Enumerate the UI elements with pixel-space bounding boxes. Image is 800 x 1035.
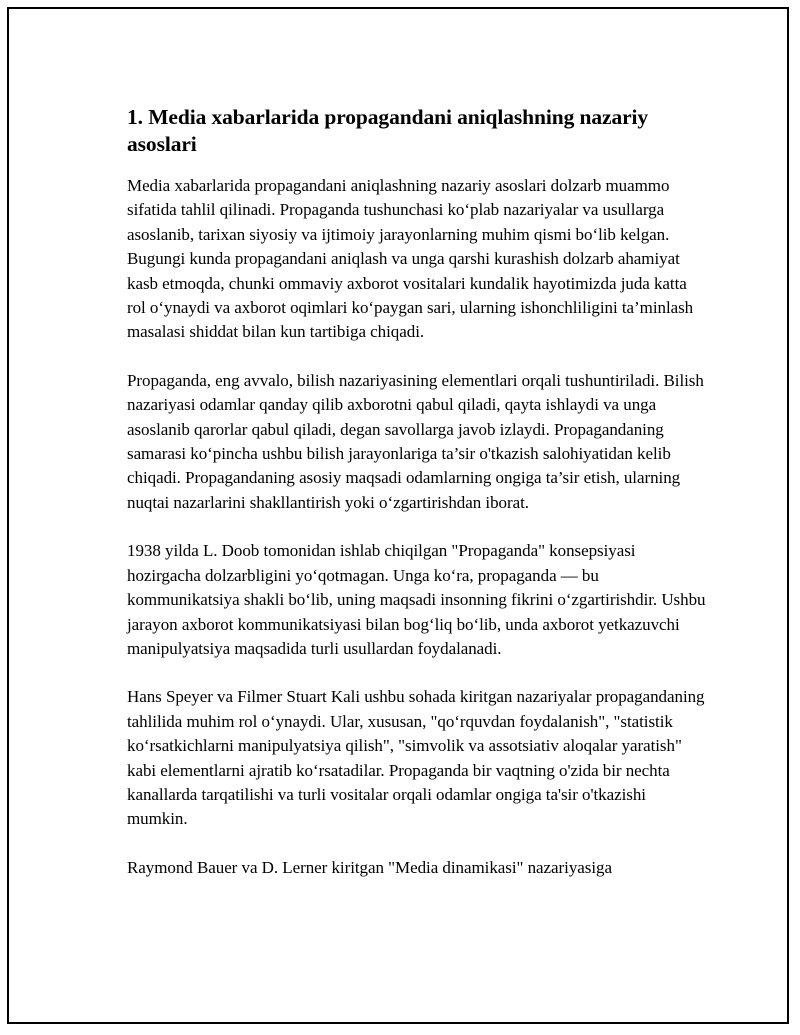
page-frame bbox=[7, 7, 789, 1024]
paragraph-4: Hans Speyer va Filmer Stuart Kali ushbu sohada kiritgan nazariyalar propagandaning tahlilida muhim rol o‘ynaydi. Ular, xususan, "qo‘rquvdan foydalanish", "statistik ko‘rsatkichlarni manipulyatsiya qilish", "simvolik va assotsiativ aloqalar yaratish" kabi elementlarni ajratib ko‘rsatadilar. Propaganda bir vaqtning o'zida bir nechta kanallarda tarqatilishi va turli vositalar orqali odamlar ongiga ta'sir o'tkazishi mumkin. bbox=[127, 687, 705, 829]
paragraph-1: Media xabarlarida propagandani aniqlashning nazariy asoslari dolzarb muammo sifatida tahlil qilinadi. Propaganda tushunchasi ko‘plab nazariyalar va usullarga asoslanib, tarixan siyosiy va ijtimoiy jarayonlarning muhim qismi bo‘lib kelgan. Bugungi kunda propagandani aniqlash va unga qarshi kurashish dolzarb ahamiyat kasb etmoqda, chunki ommaviy axborot vositalari kundalik hayotimizda juda katta rol o‘ynaydi va axborot oqimlari ko‘paygan sari, ularning ishonchliligini ta’minlash masalasi shiddat bilan kun tartibiga chiqadi. bbox=[127, 176, 694, 342]
paragraph-2: Propaganda, eng avvalo, bilish nazariyasining elementlari orqali tushuntiriladi. Bilish nazariyasi odamlar qanday qilib axborotni qabul qiladi, qayta ishlaydi va unga asoslanib qarorlar qabul qiladi, degan savollarga javob izlaydi. Propagandaning samarasi ko‘pincha ushbu bilish jarayonlariga ta’sir o'tkazish salohiyatidan kelib chiqadi. Propagandaning asosiy maqsadi odamlarning ongiga ta’sir etish, ularning nuqtai nazarlarini shakllantirish yoki o‘zgartirishdan iborat. bbox=[127, 370, 704, 512]
document-body bbox=[127, 104, 707, 880]
paragraph-3: 1938 yilda L. Doob tomonidan ishlab chiqilgan "Propaganda" konsepsiyasi hozirgacha dolzarbligini yo‘qotmagan. Unga ko‘ra, propaganda — bu kommunikatsiya shakli bo‘lib, uning maqsadi insonning fikrini o‘zgartirishdir. Ushbu jarayon axborot kommunikatsiyasi bilan bog‘liq bo‘lib, unda axborot yetkazuvchi manipulyatsiya maqsadida turli usullardan foydalanadi. bbox=[127, 541, 706, 658]
paragraph-5: Raymond Bauer va D. Lerner kiritgan "Media dinamikasi" nazariyasiga bbox=[127, 857, 612, 877]
section-heading: 1. Media xabarlarida propagandani aniqlashning nazariy asoslari bbox=[127, 105, 649, 156]
